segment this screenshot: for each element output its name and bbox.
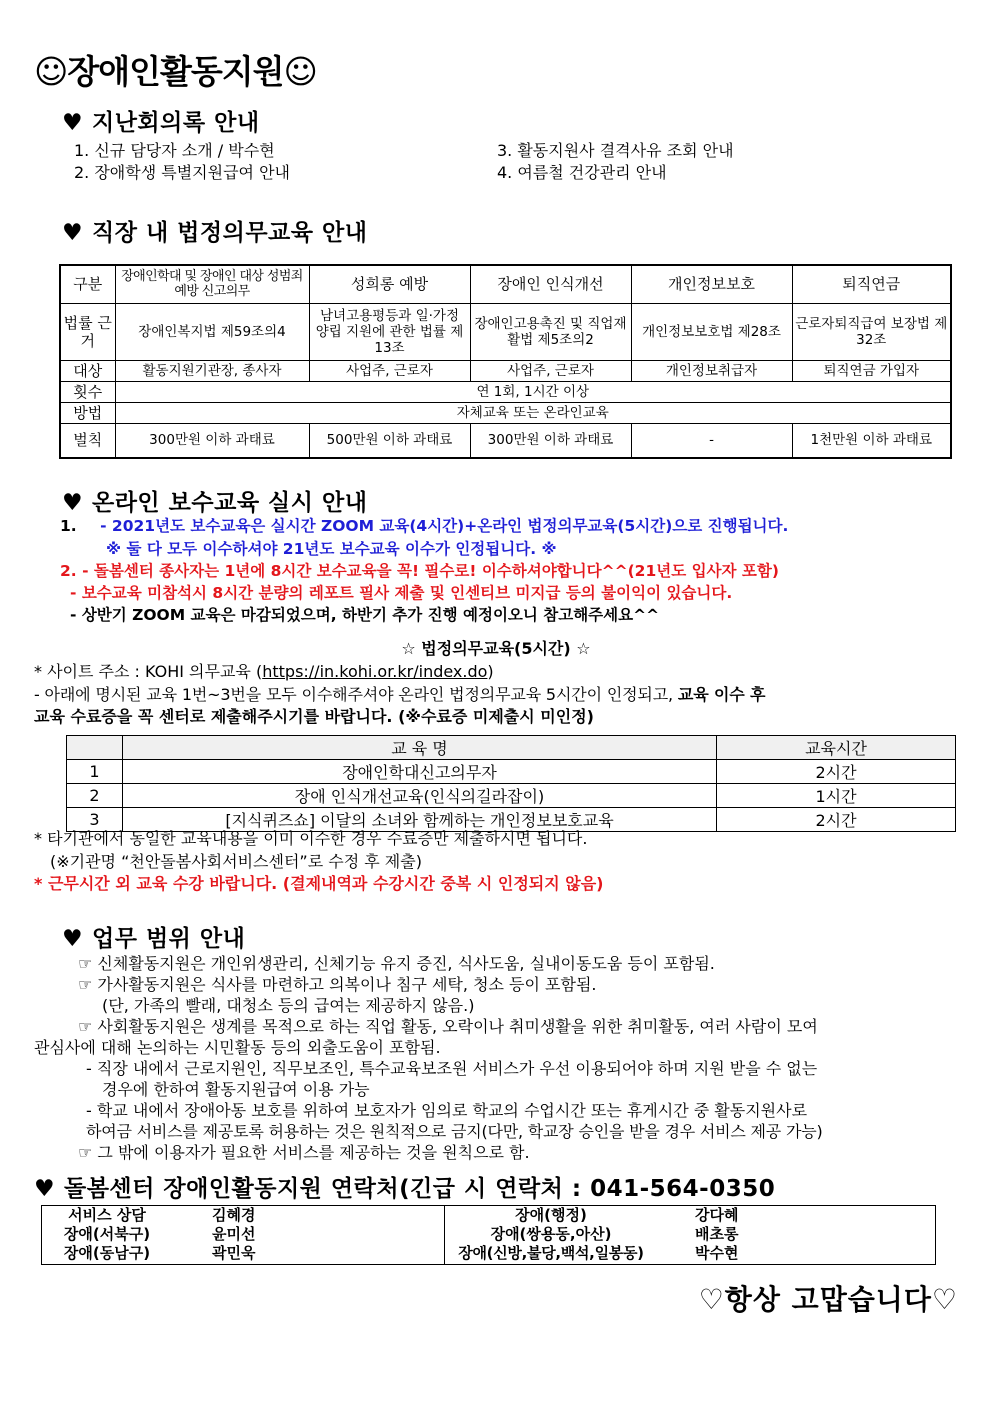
- contact-role: 장애(신방,불당,백석,일봉동): [458, 1244, 644, 1262]
- instruction-line-2: 교육 수료증을 꼭 센터로 제출해주시기를 바랍니다. (※수료증 미제출시 미인정): [34, 707, 594, 726]
- row-label: 방법: [60, 402, 115, 423]
- subheading-legal-duty: ☆ 법정의무교육(5시간) ☆: [401, 639, 591, 658]
- contact-name: 곽민욱: [212, 1244, 256, 1262]
- table-header-cell: 퇴직연금: [792, 265, 951, 303]
- table-row: [60, 381, 951, 402]
- table-cell: 활동지원기관장, 종사자: [115, 360, 309, 381]
- site-suffix: ): [487, 662, 494, 681]
- course-time: 2시간: [717, 808, 956, 832]
- heart-icon: ♥: [62, 110, 84, 136]
- heart-icon: ♥: [62, 220, 84, 246]
- online-line-4: - 보수교육 미참석시 8시간 분량의 레포트 필사 제출 및 인센티브 미지급 등의 불이익이 있습니다.: [70, 584, 733, 602]
- contact-role: 장애(동남구): [63, 1244, 151, 1262]
- contact-row: [42, 1206, 444, 1225]
- row-label: 대상: [60, 360, 115, 381]
- table-cell: 남녀고용평등과 일·가정 양립 지원에 관한 법률 제13조: [309, 303, 470, 360]
- table-header-cell: 교육시간: [717, 736, 956, 760]
- course-name: 장애 인식개선교육(인식의길라잡이): [123, 784, 717, 808]
- scope-line: ☞ 사회활동지원은 생계를 목적으로 하는 직업 활동, 오락이나 취미생활을 위한 취미활동, 여러 사람이 모여: [78, 1017, 818, 1036]
- note-line-2: (※기관명 “천안돌봄사회서비스센터”로 수정 후 제출): [50, 852, 422, 871]
- table-header-cell: 장애인 인식개선: [470, 265, 631, 303]
- contact-row: [42, 1244, 444, 1263]
- contact-role: 장애(쌍용동,아산): [490, 1225, 612, 1243]
- course-table: [66, 735, 956, 832]
- table-cell: 300만원 이하 과태료: [115, 423, 309, 458]
- scope-line: - 직장 내에서 근로지원인, 직무보조인, 특수교육보조원 서비스가 우선 이용되어야 하며 지원 받을 수 없는: [86, 1059, 818, 1078]
- course-no: 1: [67, 760, 123, 784]
- page-title: ☺장애인활동지원☺: [34, 52, 317, 91]
- table-cell: -: [631, 423, 792, 458]
- site-address: [34, 661, 494, 683]
- scope-line: 하여금 서비스를 제공토록 허용하는 것은 원칙적으로 금지(다만, 학교장 승인을 받을 경우 서비스 제공 가능): [86, 1122, 823, 1141]
- instruction-line-1: [34, 684, 765, 706]
- contact-row: [445, 1225, 935, 1244]
- table-cell-merged: 연 1회, 1시간 이상: [115, 381, 951, 402]
- online-line-1: [60, 515, 788, 537]
- table-header-cell: 교 육 명: [123, 736, 717, 760]
- contact-role: 장애(서북구): [63, 1225, 151, 1243]
- instruction-emphasis: 교육 이수 후: [677, 685, 766, 704]
- table-row: [60, 423, 951, 458]
- table-row: [67, 760, 956, 784]
- table-header-cell: 개인정보보호: [631, 265, 792, 303]
- scope-line: ☞ 신체활동지원은 개인위생관리, 신체기능 유지 증진, 식사도움, 실내이동도움 등이 포함됨.: [78, 954, 715, 973]
- table-cell: 사업주, 근로자: [470, 360, 631, 381]
- course-time: 1시간: [717, 784, 956, 808]
- table-header-cell: 성희롱 예방: [309, 265, 470, 303]
- table-cell: 개인정보보호법 제28조: [631, 303, 792, 360]
- heading-text: 돌봄센터 장애인활동지원 연락처(긴급 시 연락처 : 041-564-0350: [64, 1176, 776, 1202]
- heading-text: 온라인 보수교육 실시 안내: [92, 490, 368, 516]
- table-cell: 500만원 이하 과태료: [309, 423, 470, 458]
- course-no: 3: [67, 808, 123, 832]
- table-row: [67, 784, 956, 808]
- section-heading-contact: [34, 1170, 775, 1203]
- table-cell: 퇴직연금 가입자: [792, 360, 951, 381]
- table-cell: 300만원 이하 과태료: [470, 423, 631, 458]
- contact-name: 강다혜: [695, 1206, 739, 1224]
- note-line-3: * 근무시간 외 교육 수강 바랍니다. (결제내역과 수강시간 중복 시 인정되지 않음): [34, 874, 604, 893]
- table-header-cell: [67, 736, 123, 760]
- online-line-5: - 상반기 ZOOM 교육은 마감되었으며, 하반기 추가 진행 예정이오니 참고해주세요^^: [70, 606, 660, 624]
- heart-icon: ♥: [34, 1176, 56, 1202]
- table-row: [60, 402, 951, 423]
- section-heading-scope: [62, 920, 245, 953]
- row-label: 법률 근거: [60, 303, 115, 360]
- meeting-item: 3. 활동지원사 결격사유 조회 안내: [497, 141, 734, 160]
- row-label: 벌칙: [60, 423, 115, 458]
- scope-line: 관심사에 대해 논의하는 시민활동 등의 외출도움이 포함됨.: [34, 1038, 441, 1057]
- heart-icon: ♥: [62, 926, 84, 952]
- table-cell: 사업주, 근로자: [309, 360, 470, 381]
- course-time: 2시간: [717, 760, 956, 784]
- contact-name: 박수현: [695, 1244, 739, 1262]
- contact-column-left: [42, 1206, 444, 1264]
- table-header-row: [60, 265, 951, 303]
- list-number: 1.: [60, 517, 77, 535]
- heading-text: 업무 범위 안내: [92, 926, 246, 952]
- contact-name: 김혜경: [212, 1206, 256, 1224]
- table-header-cell: 장애인학대 및 장애인 대상 성범죄 예방 신고의무: [115, 265, 309, 303]
- table-header-cell: 구분: [60, 265, 115, 303]
- table-header-row: [67, 736, 956, 760]
- section-heading-legal: [62, 214, 367, 247]
- table-cell: 장애인고용촉진 및 직업재활법 제5조의2: [470, 303, 631, 360]
- scope-line: - 학교 내에서 장애아동 보호를 위하여 보호자가 임의로 학교의 수업시간 또는 휴게시간 중 활동지원사로: [86, 1101, 808, 1120]
- contact-table: [41, 1205, 936, 1265]
- row-label: 횟수: [60, 381, 115, 402]
- course-name: 장애인학대신고의무자: [123, 760, 717, 784]
- heading-text: 직장 내 법정의무교육 안내: [92, 220, 368, 246]
- meeting-item: 2. 장애학생 특별지원급여 안내: [74, 163, 290, 182]
- heart-icon: ♥: [62, 490, 84, 516]
- online-line-3: 2. - 돌봄센터 종사자는 1년에 8시간 보수교육을 꼭! 필수로! 이수하셔야합니다^^(21년도 입사자 포함): [60, 562, 779, 580]
- contact-name: 윤미선: [212, 1225, 256, 1243]
- contact-name: 배초롱: [695, 1225, 739, 1243]
- scope-line: (단, 가족의 빨래, 대청소 등의 급여는 제공하지 않음.): [102, 996, 475, 1015]
- contact-row: [42, 1225, 444, 1244]
- table-cell: 장애인복지법 제59조의4: [115, 303, 309, 360]
- contact-row: [445, 1206, 935, 1225]
- instruction-text: - 아래에 명시된 교육 1번~3번을 모두 이수해주셔야 온라인 법정의무교육 5시간이 인정되고,: [34, 685, 673, 704]
- note-line-1: * 타기관에서 동일한 교육내용을 이미 이수한 경우 수료증만 제출하시면 됩니다.: [34, 829, 588, 848]
- table-cell: 1천만원 이하 과태료: [792, 423, 951, 458]
- meeting-item: 1. 신규 담당자 소개 / 박수현: [74, 141, 275, 160]
- course-no: 2: [67, 784, 123, 808]
- table-cell: 근로자퇴직급여 보장법 제32조: [792, 303, 951, 360]
- contact-row: [445, 1244, 935, 1263]
- scope-line: ☞ 그 밖에 이용자가 필요한 서비스를 제공하는 것을 원칙으로 함.: [78, 1143, 530, 1162]
- course-name: [지식퀴즈쇼] 이달의 소녀와 함께하는 개인정보보호교육: [123, 808, 717, 832]
- online-text: - 2021년도 보수교육은 실시간 ZOOM 교육(4시간)+온라인 법정의무교육(5시간)으로 진행됩니다.: [100, 517, 789, 535]
- legal-education-table: [59, 264, 952, 459]
- scope-line: ☞ 가사활동지원은 식사를 마련하고 의복이나 침구 세탁, 청소 등이 포함됨.: [78, 975, 597, 994]
- closing-message: ♡항상 고맙습니다♡: [698, 1283, 958, 1316]
- online-line-2: ※ 둘 다 모두 이수하셔야 21년도 보수교육 이수가 인정됩니다. ※: [106, 540, 557, 558]
- table-cell: 개인정보취급자: [631, 360, 792, 381]
- heading-text: 지난회의록 안내: [92, 110, 260, 136]
- site-label: * 사이트 주소 : KOHI 의무교육 (: [34, 662, 263, 681]
- section-heading-meeting: [62, 104, 260, 137]
- contact-role: 서비스 상담: [68, 1206, 146, 1224]
- table-row: [60, 360, 951, 381]
- section-heading-online: [62, 484, 367, 517]
- site-link[interactable]: https://in.kohi.or.kr/index.do: [262, 662, 488, 681]
- table-row: [60, 303, 951, 360]
- scope-line: 경우에 한하여 활동지원급여 이용 가능: [102, 1080, 370, 1099]
- table-cell-merged: 자체교육 또는 온라인교육: [115, 402, 951, 423]
- meeting-item: 4. 여름철 건강관리 안내: [497, 163, 667, 182]
- contact-role: 장애(행정): [515, 1206, 587, 1224]
- contact-column-right: [445, 1206, 935, 1264]
